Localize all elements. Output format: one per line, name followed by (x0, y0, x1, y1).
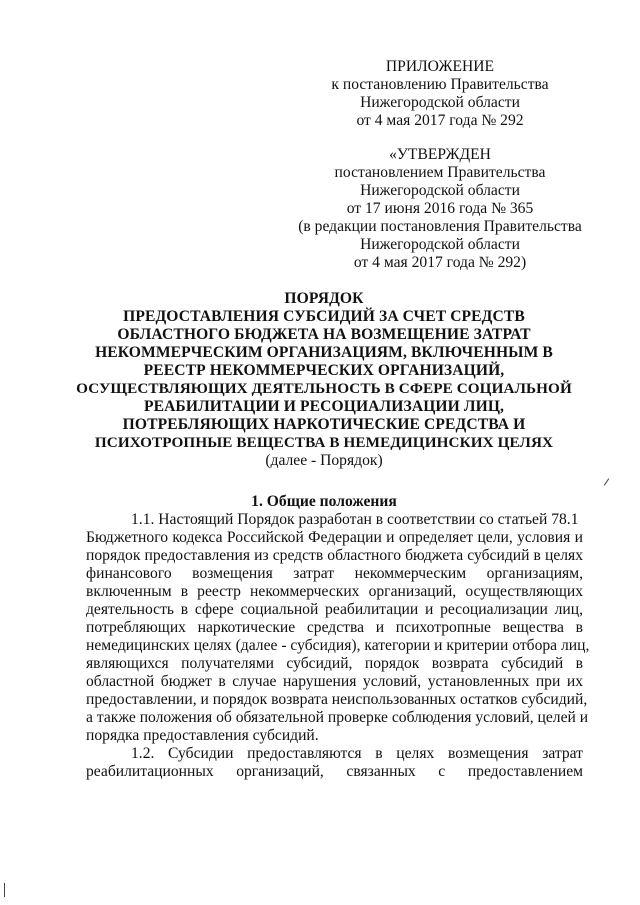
section-heading: 1. Общие положения (251, 493, 397, 510)
paragraph-line: областной бюджет в случае нарушения условий, установленных при их (86, 673, 583, 690)
document-title-line: РЕАБИЛИТАЦИИ И РЕСОЦИАЛИЗАЦИИ ЛИЦ, (143, 398, 505, 415)
paragraph-line: финансового возмещения затрат некоммерческим организациям, (86, 565, 583, 582)
document-title-line: ПРЕДОСТАВЛЕНИЯ СУБСИДИЙ ЗА СЧЕТ СРЕДСТВ (123, 308, 525, 325)
scan-mark (4, 883, 5, 897)
paragraph-line: включенным в реестр некоммерческих организаций, осуществляющих (86, 583, 583, 600)
appendix-line: Нижегородской области (360, 94, 520, 111)
paragraph-line: предоставлении, и порядок возврата неиспользованных остатков субсидий, (86, 691, 588, 708)
scan-mark (604, 478, 609, 485)
document-title-line: РЕЕСТР НЕКОММЕРЧЕСКИХ ОРГАНИЗАЦИЙ, (143, 362, 505, 379)
paragraph-line: являющихся получателями субсидий, порядок возврата субсидий в (86, 655, 583, 672)
document-title-line: ПСИХОТРОПНЫЕ ВЕЩЕСТВА В НЕМЕДИЦИНСКИХ ЦЕЛЯХ (94, 434, 554, 451)
approved-line: Нижегородской области (360, 182, 520, 199)
appendix-line: от 4 мая 2017 года № 292 (356, 112, 524, 129)
document-title: ПОРЯДОК (284, 290, 364, 307)
approved-line: постановлением Правительства (334, 164, 546, 181)
document-subtitle: (далее - Порядок) (265, 452, 383, 469)
paragraph-line: потребляющих наркотические средства и психотропные вещества в (86, 619, 583, 636)
approved-line: (в редакции постановления Правительства (298, 218, 582, 235)
approved-line: от 17 июня 2016 года № 365 (346, 200, 534, 217)
paragraph-line: 1.1. Настоящий Порядок разработан в соответствии со статьей 78.1 (131, 511, 579, 528)
paragraph-line: 1.2. Субсидии предоставляются в целях возмещения затрат (131, 745, 583, 762)
paragraph-line: деятельность в сфере социальной реабилитации и ресоциализации лиц, (86, 601, 583, 618)
approved-line: от 4 мая 2017 года № 292) (353, 254, 527, 271)
appendix-line: к постановлению Правительства (331, 76, 549, 93)
paragraph-line: порядок предоставления из средств областного бюджета субсидий в целях (86, 547, 583, 564)
document-title-line: ОСУЩЕСТВЛЯЮЩИХ ДЕЯТЕЛЬНОСТЬ В СФЕРЕ СОЦИАЛЬНОЙ (76, 380, 572, 397)
paragraph-line: порядка предоставления субсидий. (86, 727, 319, 744)
document-title-line: ОБЛАСТНОГО БЮДЖЕТА НА ВОЗМЕЩЕНИЕ ЗАТРАТ (117, 326, 531, 343)
document-title-line: ПОТРЕБЛЯЮЩИХ НАРКОТИЧЕСКИЕ СРЕДСТВА И (122, 416, 526, 433)
appendix-heading: ПРИЛОЖЕНИЕ (385, 58, 495, 75)
document-title-line: НЕКОММЕРЧЕСКИМ ОРГАНИЗАЦИЯМ, ВКЛЮЧЕННЫМ В (95, 344, 553, 361)
paragraph-line: Бюджетного кодекса Российской Федерации и определяет цели, условия и (86, 529, 583, 546)
paragraph-line: немедицинских целях (далее - субсидия), категории и критерии отбора лиц, (86, 637, 590, 654)
approved-heading: «УТВЕРЖДЕН (389, 146, 491, 163)
approved-line: Нижегородской области (360, 236, 520, 253)
paragraph-line: а также положения об обязательной проверке соблюдения условий, целей и (86, 709, 589, 726)
paragraph-line: реабилитационных организаций, связанных с предоставлением (86, 763, 583, 780)
